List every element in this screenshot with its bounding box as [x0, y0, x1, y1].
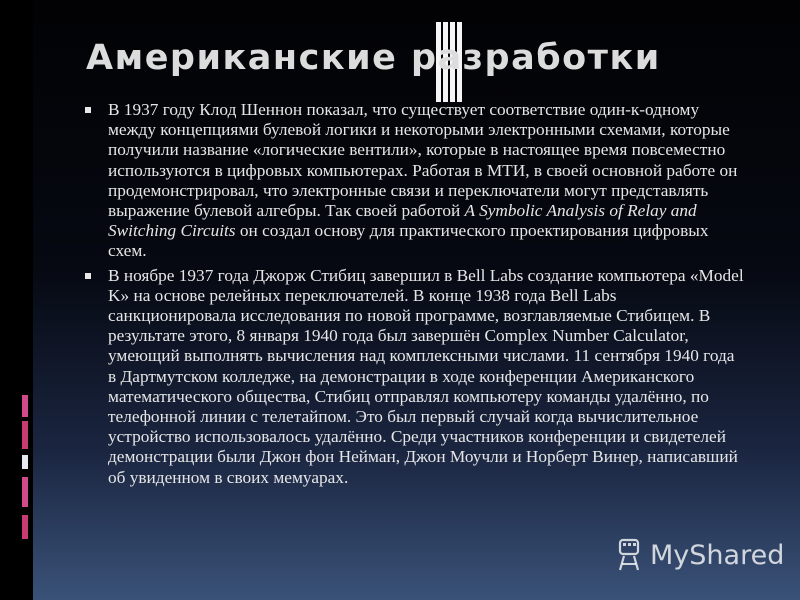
paper-title: A Symbolic Analysis of Relay and Switching Circuits — [108, 201, 697, 241]
myshared-logo-icon — [614, 538, 644, 572]
bullet-paragraph — [85, 100, 745, 262]
paragraph-text: В 1937 году Клод Шеннон показал, что существует соответствие один-к-одному между концепциями булевой логики и некоторыми электронными схемами, которые получили название «логические вентили», которые в настоящее время повсеместно используются в цифровых компьютерах. Работая в МТИ, в своей основной работе он продемонстрировал, что электронные связи и переключатели могут представлять выражение булевой алгебры. Так своей работой — [108, 100, 738, 221]
bullet-marker — [85, 273, 91, 279]
side-accent-marks — [22, 395, 30, 595]
slide-content — [85, 100, 745, 492]
watermark — [614, 538, 784, 572]
paragraph-text: В ноябре 1937 года Джорж Стибиц завершил в Bell Labs создание компьютера «Model K» на основе релейных переключателей. В конце 1938 года Bell Labs санкционировала исследования по новой программе, возглавляемые Стибицем. В результате этого, 8 января 1940 года был завершён Complex Number Calculator, умеющий выполнять вычисления над комплексными числами. 11 сентября 1940 года в Дартмутском колледже, на демонстрации в ходе конференции Американского математического общества, Стибиц отправлял компьютеру команды удалённо, по телефонной линии с телетайпом. Это был первый случай когда вычислительное устройство использовалось удалённо. Среди участников конференции и свидетелей демонстрации были Джон фон Нейман, Джон Моучли и Норберт Винер, написавший об увиденном в своих мемуарах. — [108, 265, 744, 487]
slide-title: Американские разработки — [86, 38, 661, 78]
bullet-paragraph — [85, 266, 745, 488]
paragraph-text-end: он создал основу для практического проектирования цифровых схем. — [108, 221, 709, 261]
bullet-marker — [85, 107, 91, 113]
watermark-text: MyShared — [650, 539, 785, 571]
